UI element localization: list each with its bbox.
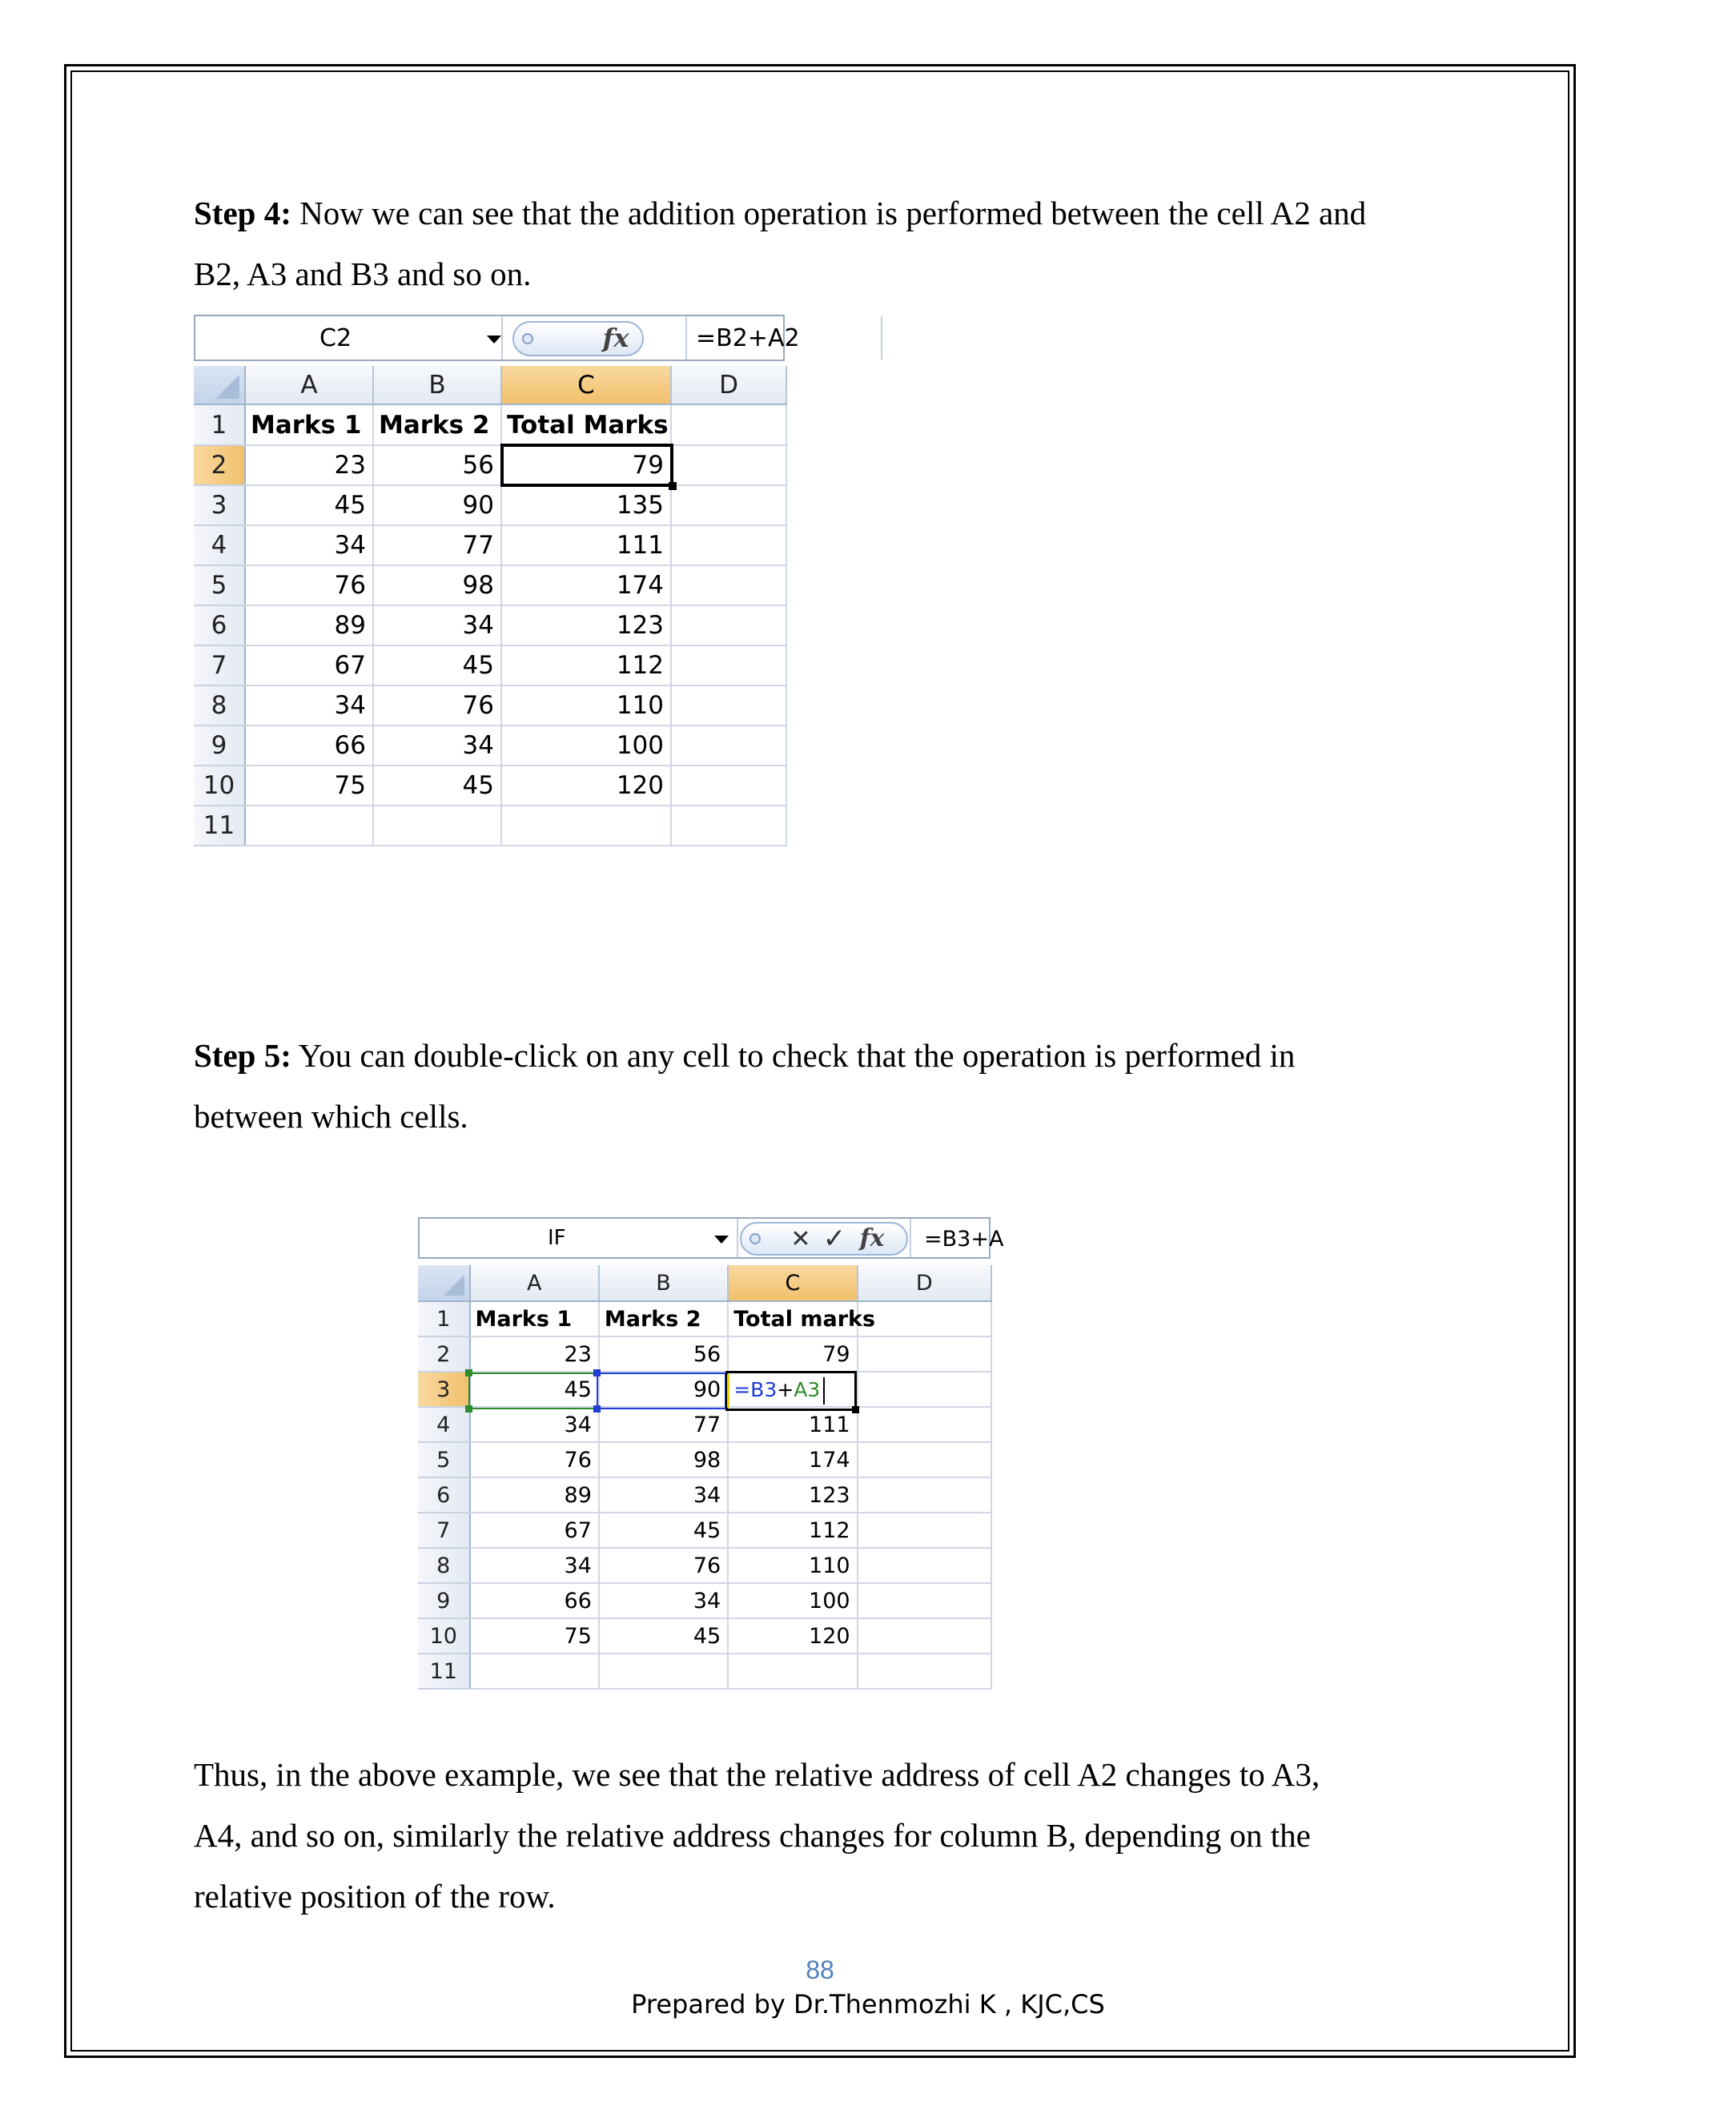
- cell-d1[interactable]: [858, 1301, 991, 1336]
- cell-a10[interactable]: 75: [470, 1618, 599, 1654]
- cell-c11[interactable]: [728, 1654, 857, 1689]
- formula-ref-a3: A3: [794, 1377, 821, 1401]
- cell-a5[interactable]: 76: [470, 1442, 599, 1477]
- cell-b6[interactable]: 34: [599, 1477, 728, 1513]
- row-header-5[interactable]: 5: [418, 1442, 470, 1477]
- cell-b8[interactable]: 76: [373, 685, 501, 725]
- cell-a8[interactable]: 34: [470, 1548, 599, 1583]
- insert-function-icon[interactable]: fx: [602, 323, 629, 353]
- cell-c9[interactable]: 100: [728, 1583, 857, 1618]
- row-header-4[interactable]: 4: [194, 525, 245, 565]
- step5-label: Step 5:: [194, 1037, 291, 1074]
- select-all-corner[interactable]: [194, 366, 245, 404]
- cell-b2[interactable]: 56: [599, 1336, 728, 1372]
- cell-d7[interactable]: [671, 645, 786, 685]
- row-header-6[interactable]: 6: [418, 1477, 470, 1513]
- cell-c3[interactable]: 135: [501, 485, 671, 525]
- cell-b5[interactable]: 98: [599, 1442, 728, 1477]
- cell-d5[interactable]: [671, 565, 786, 605]
- page-number: 88: [806, 1955, 834, 1984]
- cell-b2[interactable]: 56: [373, 445, 501, 485]
- cell-c4[interactable]: 111: [501, 525, 671, 565]
- conclusion-line2: A4, and so on, similarly the relative address changes for column B, depending on the: [194, 1817, 1311, 1854]
- cell-a2[interactable]: 23: [245, 445, 373, 485]
- cell-a9[interactable]: 66: [470, 1583, 599, 1618]
- reference-box-a3: [468, 1372, 598, 1409]
- active-cell-outline: [500, 444, 673, 487]
- cell-d7[interactable]: [858, 1513, 991, 1548]
- cell-d6[interactable]: [858, 1477, 991, 1513]
- cell-d6[interactable]: [671, 605, 786, 645]
- conclusion-line1: Thus, in the above example, we see that the relative address of cell A2 changes to A3,: [194, 1756, 1320, 1793]
- spreadsheet-2: [418, 1217, 1004, 1698]
- cell-a7[interactable]: 67: [470, 1513, 599, 1548]
- cell-b4[interactable]: 77: [599, 1407, 728, 1442]
- step5-text-line1: You can double-click on any cell to check that the operation is performed in: [291, 1037, 1296, 1074]
- cell-d2[interactable]: [858, 1336, 991, 1372]
- cell-c5[interactable]: 174: [728, 1442, 857, 1477]
- cell-d3[interactable]: [858, 1372, 991, 1407]
- cell-d1[interactable]: [671, 404, 786, 445]
- cell-b7[interactable]: 45: [599, 1513, 728, 1548]
- enter-icon[interactable]: ✓: [822, 1223, 846, 1255]
- insert-function-icon[interactable]: fx: [859, 1224, 885, 1252]
- row-header-7[interactable]: 7: [418, 1513, 470, 1548]
- row-header-11[interactable]: 11: [194, 806, 245, 846]
- cell-d8[interactable]: [671, 685, 786, 725]
- cell-b5[interactable]: 98: [373, 565, 501, 605]
- cell-c10[interactable]: 120: [728, 1618, 857, 1654]
- cell-c2[interactable]: 79: [728, 1336, 857, 1372]
- column-header-b[interactable]: B: [373, 366, 501, 404]
- column-header-c[interactable]: C: [728, 1265, 857, 1301]
- sheet-grid: [194, 366, 787, 846]
- cell-d3[interactable]: [671, 485, 786, 525]
- cell-b1[interactable]: Marks 2: [599, 1301, 728, 1336]
- cell-b4[interactable]: 77: [373, 525, 501, 565]
- step4-paragraph: [194, 183, 1483, 304]
- cell-c6[interactable]: 123: [728, 1477, 857, 1513]
- formula-input[interactable]: =B2+A2: [696, 324, 800, 352]
- cell-c11[interactable]: [501, 806, 671, 846]
- cell-c7[interactable]: 112: [728, 1513, 857, 1548]
- cell-c5[interactable]: 174: [501, 565, 671, 605]
- cell-b8[interactable]: 76: [599, 1548, 728, 1583]
- row-header-6[interactable]: 6: [194, 605, 245, 645]
- row-header-10[interactable]: 10: [194, 766, 245, 806]
- formula-bar: [418, 1217, 1004, 1259]
- row-header-7[interactable]: 7: [194, 645, 245, 685]
- row-header-10[interactable]: 10: [418, 1618, 470, 1654]
- cell-a8[interactable]: 34: [245, 685, 373, 725]
- chevron-down-icon[interactable]: [714, 1236, 729, 1244]
- row-header-2[interactable]: 2: [194, 445, 245, 485]
- name-box-value: IF: [548, 1226, 566, 1250]
- formula-ref-b3: =B3: [733, 1377, 778, 1401]
- cancel-icon[interactable]: ✕: [790, 1224, 811, 1253]
- text-cursor: [823, 1377, 825, 1405]
- cell-a2[interactable]: 23: [470, 1336, 599, 1372]
- step5-paragraph: [194, 1025, 1483, 1147]
- resize-handle-icon[interactable]: [522, 333, 533, 344]
- cell-c1[interactable]: Total marks: [728, 1301, 857, 1336]
- cell-a7[interactable]: 67: [245, 645, 373, 685]
- cell-b1[interactable]: Marks 2: [373, 404, 501, 445]
- resize-handle-icon[interactable]: [749, 1233, 761, 1244]
- column-header-b[interactable]: B: [599, 1265, 728, 1301]
- cell-d9[interactable]: [671, 725, 786, 766]
- cell-b7[interactable]: 45: [373, 645, 501, 685]
- row-header-1[interactable]: 1: [418, 1301, 470, 1336]
- cell-d9[interactable]: [858, 1583, 991, 1618]
- reference-handle[interactable]: [465, 1369, 472, 1376]
- column-header-a[interactable]: A: [470, 1265, 599, 1301]
- column-header-c[interactable]: C: [501, 366, 671, 404]
- fill-handle[interactable]: [669, 482, 677, 490]
- cell-d11[interactable]: [858, 1654, 991, 1689]
- sheet-grid: [418, 1265, 992, 1690]
- row-header-9[interactable]: 9: [194, 725, 245, 766]
- cell-a10[interactable]: 75: [245, 766, 373, 806]
- cell-c10[interactable]: 120: [501, 766, 671, 806]
- cell-c8[interactable]: 110: [501, 685, 671, 725]
- conclusion-line3: relative position of the row.: [194, 1878, 556, 1915]
- column-header-d[interactable]: D: [671, 366, 786, 404]
- cell-a1[interactable]: Marks 1: [245, 404, 373, 445]
- cell-b10[interactable]: 45: [599, 1618, 728, 1654]
- spreadsheet-1: [194, 315, 800, 855]
- cell-b11[interactable]: [373, 806, 501, 846]
- formula-separator: [881, 316, 882, 360]
- cell-d5[interactable]: [858, 1442, 991, 1477]
- cell-b3[interactable]: 90: [373, 485, 501, 525]
- cell-c4[interactable]: 111: [728, 1407, 857, 1442]
- row-header-8[interactable]: 8: [194, 685, 245, 725]
- column-header-a[interactable]: A: [245, 366, 373, 404]
- step4-label: Step 4:: [194, 195, 291, 231]
- cell-d4[interactable]: [858, 1407, 991, 1442]
- cell-c3-left-marker: [727, 1374, 729, 1408]
- row-header-3[interactable]: 3: [418, 1372, 470, 1407]
- step4-text-line2: B2, A3 and B3 and so on.: [194, 255, 532, 292]
- row-header-2[interactable]: 2: [418, 1336, 470, 1372]
- cell-a9[interactable]: 66: [245, 725, 373, 766]
- cell-a11[interactable]: [470, 1654, 599, 1689]
- column-header-d[interactable]: D: [858, 1265, 991, 1301]
- cell-c6[interactable]: 123: [501, 605, 671, 645]
- row-header-9[interactable]: 9: [418, 1583, 470, 1618]
- cell-a4[interactable]: 34: [245, 525, 373, 565]
- formula-bar-left-edge: [685, 316, 687, 360]
- conclusion-paragraph: [194, 1744, 1483, 1927]
- cell-a5[interactable]: 76: [245, 565, 373, 605]
- row-header-5[interactable]: 5: [194, 565, 245, 605]
- select-all-corner[interactable]: [418, 1265, 470, 1301]
- row-header-11[interactable]: 11: [418, 1654, 470, 1689]
- cell-d8[interactable]: [858, 1548, 991, 1583]
- cell-c1[interactable]: Total Marks: [501, 404, 671, 445]
- row-header-8[interactable]: 8: [418, 1548, 470, 1583]
- formula-bar: [194, 315, 800, 361]
- step4-text-line1: Now we can see that the addition operation is performed between the cell A2 and: [291, 195, 1367, 231]
- formula-input[interactable]: =B3+A: [924, 1226, 1004, 1252]
- cell-c8[interactable]: 110: [728, 1548, 857, 1583]
- cell-c2[interactable]: 79: [501, 445, 671, 485]
- cell-d11[interactable]: [671, 806, 786, 846]
- fill-handle[interactable]: [852, 1406, 859, 1413]
- cell-b9[interactable]: 34: [599, 1583, 728, 1618]
- step5-text-line2: between which cells.: [194, 1098, 468, 1135]
- cell-b6[interactable]: 34: [373, 605, 501, 645]
- cell-d2[interactable]: [671, 445, 786, 485]
- row-header-4[interactable]: 4: [418, 1407, 470, 1442]
- cell-a1[interactable]: Marks 1: [470, 1301, 599, 1336]
- cell-a3[interactable]: 45: [245, 485, 373, 525]
- formula-bar-separator: [910, 1219, 911, 1257]
- cell-a11[interactable]: [245, 806, 373, 846]
- cell-a3[interactable]: 45: [470, 1372, 599, 1407]
- row-header-3[interactable]: 3: [194, 485, 245, 525]
- cell-d10[interactable]: [671, 766, 786, 806]
- chevron-down-icon[interactable]: [487, 336, 501, 344]
- name-box-value: C2: [319, 324, 352, 352]
- footer-credit: Prepared by Dr.Thenmozhi K , KJC,CS: [631, 1989, 1105, 2020]
- row-header-1[interactable]: 1: [194, 404, 245, 445]
- cell-b10[interactable]: 45: [373, 766, 501, 806]
- formula-operator: +: [777, 1377, 794, 1401]
- name-box[interactable]: [420, 1219, 738, 1257]
- cell-b3[interactable]: 90: [599, 1372, 728, 1407]
- reference-handle[interactable]: [593, 1369, 601, 1376]
- name-box[interactable]: [195, 316, 503, 360]
- cell-d4[interactable]: [671, 525, 786, 565]
- cell-a6[interactable]: 89: [470, 1477, 599, 1513]
- cell-a4[interactable]: 34: [470, 1407, 599, 1442]
- cell-c9[interactable]: 100: [501, 725, 671, 766]
- cell-a6[interactable]: 89: [245, 605, 373, 645]
- cell-c7[interactable]: 112: [501, 645, 671, 685]
- cell-d10[interactable]: [858, 1618, 991, 1654]
- reference-handle[interactable]: [465, 1405, 472, 1413]
- reference-handle[interactable]: [593, 1405, 601, 1413]
- cell-b11[interactable]: [599, 1654, 728, 1689]
- reference-box-b3: [597, 1372, 726, 1409]
- active-cell-outline: [725, 1371, 857, 1411]
- cell-b9[interactable]: 34: [373, 725, 501, 766]
